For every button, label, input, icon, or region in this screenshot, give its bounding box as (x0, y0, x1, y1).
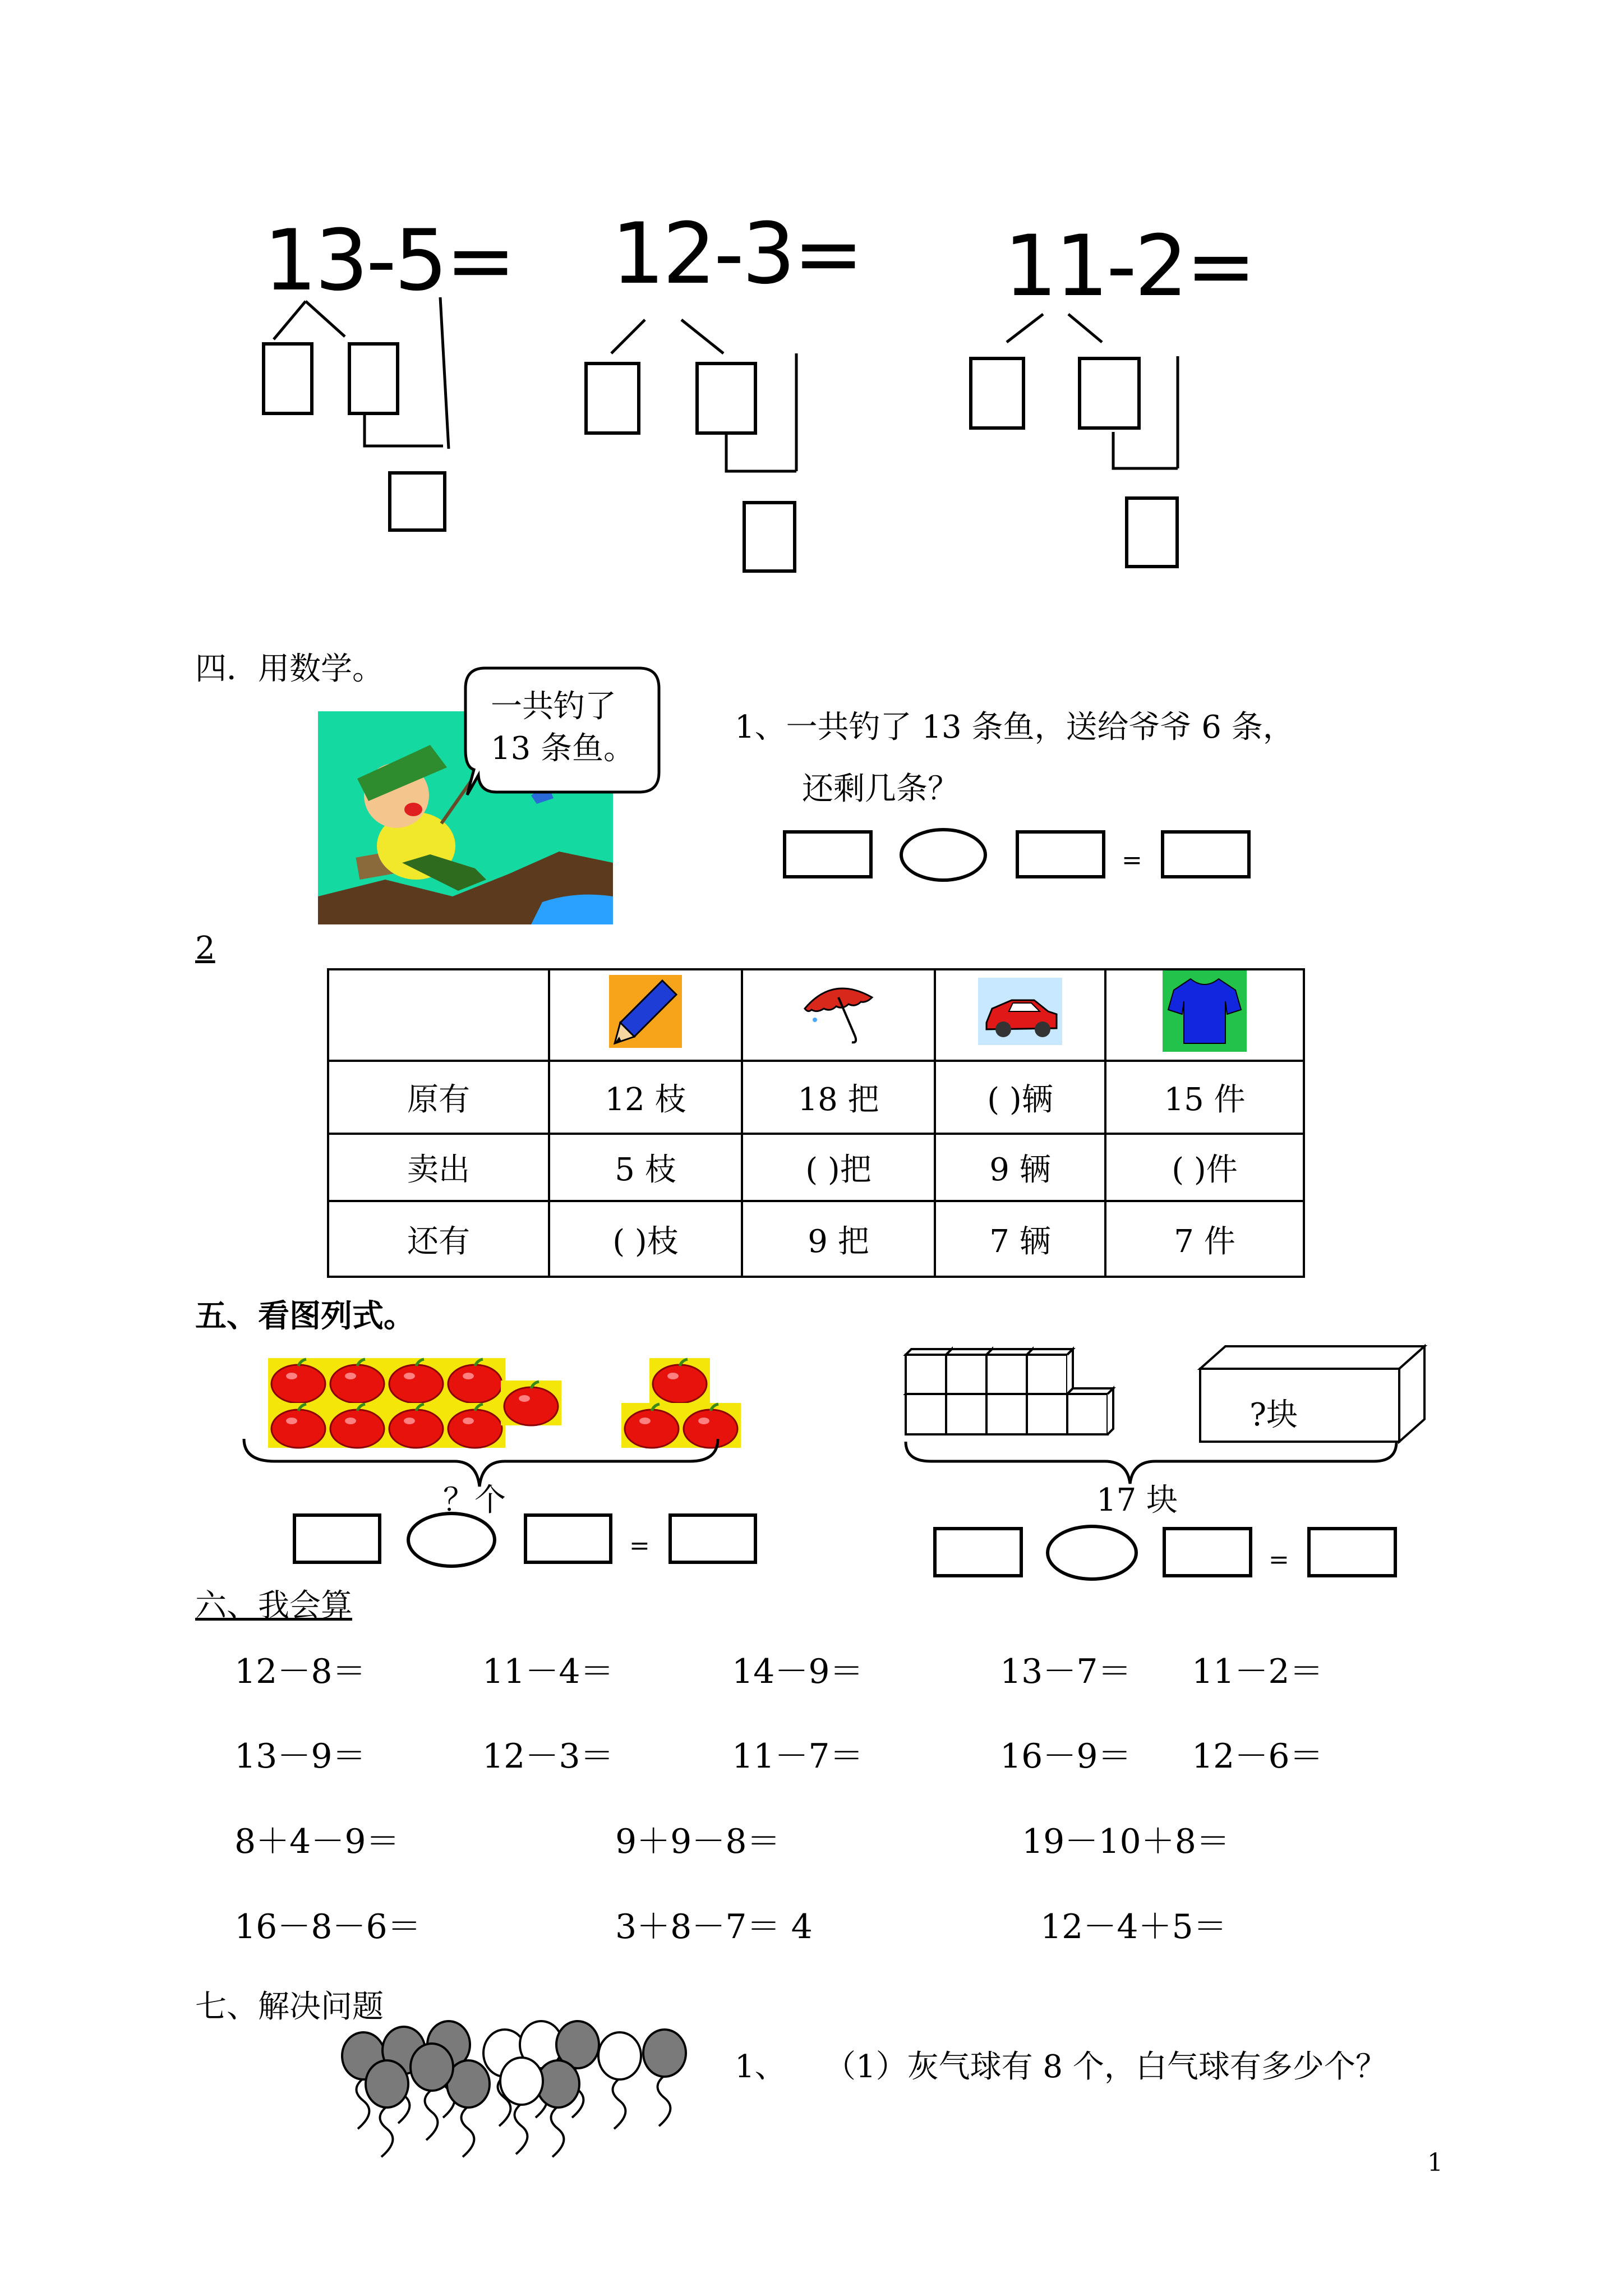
decompose-box-1c[interactable] (388, 471, 446, 532)
calc-item: 11－7＝ (732, 1737, 864, 1776)
calc-item: 13－9＝ (234, 1737, 366, 1776)
decompose-lines (0, 0, 1623, 617)
table-corner (328, 969, 549, 1061)
unit-cube (946, 1388, 992, 1434)
gray-balloon-icon (366, 2060, 408, 2157)
apple-icon (327, 1358, 388, 1403)
table-cell: 9 把 (742, 1201, 935, 1277)
calc-item: 11－2＝ (1192, 1652, 1324, 1691)
sales-table (327, 968, 1305, 1278)
page-number: 1 (1427, 2148, 1443, 2177)
decompose-box-3a[interactable] (969, 357, 1025, 430)
calc-item: 19－10＋8＝ (1022, 1822, 1230, 1861)
section7-heading: 七、解决问题 (195, 1989, 384, 2025)
decompose-box-3c[interactable] (1125, 496, 1179, 568)
table-cell-blank[interactable]: ( )枝 (549, 1201, 742, 1277)
s5-right-oval[interactable] (1046, 1525, 1138, 1581)
table-cell-blank[interactable]: ( )把 (742, 1134, 935, 1201)
calc-item: 13－7＝ (1000, 1652, 1132, 1691)
big-block-label: ?块 (1249, 1397, 1298, 1433)
speech-bubble (463, 666, 662, 795)
calc-item: 11－4＝ (482, 1652, 614, 1691)
table-cell-blank[interactable]: ( )件 (1105, 1134, 1304, 1201)
apple-icon (268, 1358, 329, 1403)
table-header-pencil (549, 969, 742, 1061)
s5-left-oval[interactable] (407, 1512, 496, 1568)
calc-item: 8＋4－9＝ (234, 1822, 400, 1861)
q2-number: 2 (195, 930, 215, 967)
table-cell: 9 辆 (935, 1134, 1105, 1201)
s5-right-box-1[interactable] (933, 1527, 1023, 1577)
table-row-label: 卖出 (328, 1134, 549, 1201)
white-balloon-icon (500, 2058, 543, 2154)
decompose-problem-1: 13-5= (264, 212, 514, 310)
table-cell: 12 枝 (549, 1061, 742, 1134)
decompose-box-1a[interactable] (262, 342, 313, 415)
table-cell: 15 件 (1105, 1061, 1304, 1134)
decompose-problem-3: 11-2= (1004, 218, 1255, 315)
apple-icon (445, 1358, 505, 1403)
umbrella-icon (799, 975, 878, 1048)
q1-text-line-2: 还剩几条？ (802, 771, 959, 807)
table-cell-blank[interactable]: ( )辆 (935, 1061, 1105, 1134)
table-row-label: 还有 (328, 1201, 549, 1277)
s5-left-equals: = (629, 1531, 650, 1560)
balloons-illustration (336, 2019, 707, 2157)
unit-cube (1027, 1349, 1073, 1394)
calc-item: 9＋9－8＝ (615, 1822, 781, 1861)
section4-heading: 四．用数学。 (195, 651, 384, 687)
calc-item: 12－8＝ (234, 1652, 366, 1691)
s5-right-box-3[interactable] (1307, 1527, 1397, 1577)
gray-balloon-icon (447, 2060, 490, 2157)
bubble-line-2: 13 条鱼。 (491, 730, 635, 767)
unit-cube (906, 1388, 952, 1434)
table-cell: 7 件 (1105, 1201, 1304, 1277)
decompose-problem-2: 12-3= (611, 205, 862, 303)
s7-q1-text: （1）灰气球有 8 个，白气球有多少个？ (824, 2049, 1387, 2085)
section6-heading: 六、我会算 (195, 1588, 352, 1624)
calc-item: 16－9＝ (1000, 1737, 1132, 1776)
table-header-car (935, 969, 1105, 1061)
white-balloon-icon (598, 2032, 641, 2129)
s7-q1-number: 1、 (735, 2049, 786, 2085)
calc-item: 3＋8－7＝ 4 (615, 1907, 813, 1947)
decompose-box-2a[interactable] (584, 362, 640, 435)
section5-heading: 五、看图列式。 (195, 1298, 415, 1335)
apple-icon (649, 1358, 710, 1403)
gray-balloon-icon (411, 2044, 453, 2140)
q1-answer-box-1[interactable] (783, 830, 873, 878)
car-icon (978, 978, 1062, 1045)
unit-cube (1067, 1388, 1113, 1434)
s5-left-box-3[interactable] (668, 1513, 757, 1564)
s5-left-box-1[interactable] (293, 1513, 381, 1564)
s5-left-box-2[interactable] (524, 1513, 612, 1564)
s5-right-box-2[interactable] (1163, 1527, 1252, 1577)
left-question-label: ？个 (443, 1482, 506, 1519)
q1-text-line-1: 1、一共钓了 13 条鱼，送给爷爷 6 条， (735, 709, 1294, 746)
table-cell: 5 枝 (549, 1134, 742, 1201)
calc-item: 12－6＝ (1192, 1737, 1324, 1776)
right-total-label: 17 块 (1096, 1482, 1178, 1519)
decompose-box-2b[interactable] (695, 362, 757, 435)
table-row-label: 原有 (328, 1061, 549, 1134)
decompose-box-3b[interactable] (1078, 357, 1141, 430)
decompose-box-1b[interactable] (348, 342, 399, 415)
shirt-icon (1163, 970, 1247, 1052)
apple-icon (386, 1358, 446, 1403)
unit-cube (986, 1388, 1032, 1434)
table-header-shirt (1105, 969, 1304, 1061)
calc-item: 12－4＋5＝ (1040, 1907, 1227, 1947)
calc-item: 12－3＝ (482, 1737, 614, 1776)
decompose-box-2c[interactable] (743, 501, 796, 573)
bubble-line-1: 一共钓了 (491, 688, 616, 725)
q1-answer-box-3[interactable] (1161, 830, 1251, 878)
table-cell: 7 辆 (935, 1201, 1105, 1277)
table-header-umbrella (742, 969, 935, 1061)
unit-cube (1027, 1388, 1073, 1434)
q1-answer-box-2[interactable] (1016, 830, 1105, 878)
pencil-icon (609, 975, 682, 1048)
q1-operator-oval[interactable] (900, 828, 987, 882)
s5-right-equals: = (1269, 1545, 1289, 1574)
q1-equals: = (1122, 846, 1142, 875)
calc-item: 16－8－6＝ (234, 1907, 421, 1947)
calc-item: 14－9＝ (732, 1652, 864, 1691)
gray-balloon-icon (643, 2030, 686, 2126)
apple-icon (501, 1381, 561, 1425)
table-cell: 18 把 (742, 1061, 935, 1134)
